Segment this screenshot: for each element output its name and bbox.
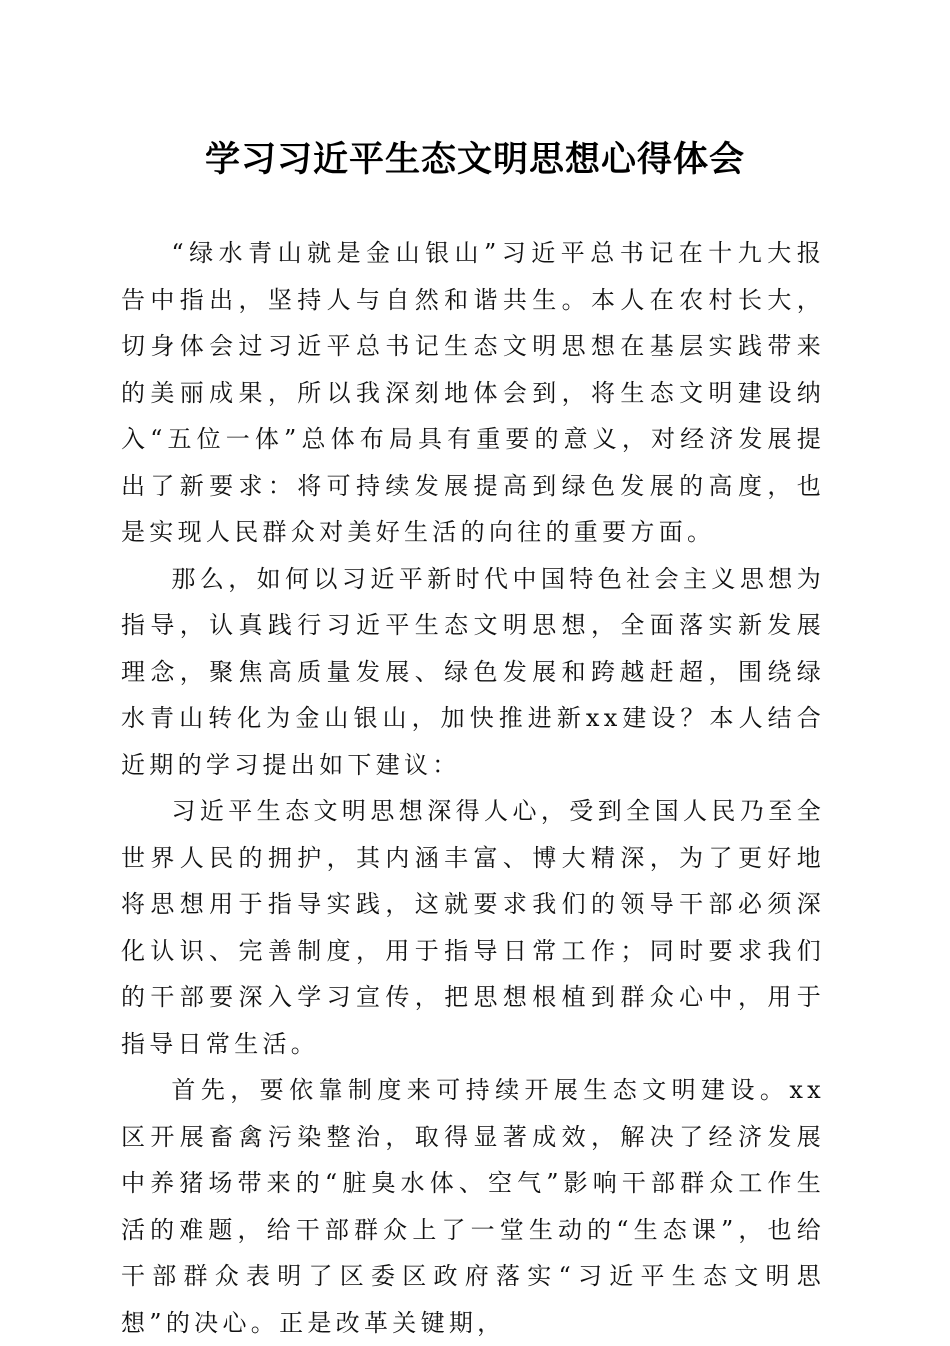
document-title: 学习习近平生态文明思想心得体会 xyxy=(204,139,745,180)
document-body xyxy=(121,230,825,1346)
paragraph-1: “绿水青山就是金山银山”习近平总书记在十九大报告中指出，坚持人与自然和谐共生。本人在农村长大，切身体会过习近平总书记生态文明思想在基层实践带来的美丽成果，所以我深刻地体会到，将生态文明建设纳入“五位一体”总体布局具有重要的意义，对经济发展提出了新要求：将可持续发展提高到绿色发展的高度，也是实现人民群众对美好生活的向往的重要方面。 xyxy=(121,239,825,546)
paragraph-2: 那么，如何以习近平新时代中国特色社会主义思想为指导，认真践行习近平生态文明思想，全面落实新发展理念，聚焦高质量发展、绿色发展和跨越赶超，围绕绿水青山转化为金山银山，加快推进新xx建设？本人结合近期的学习提出如下建议： xyxy=(121,564,825,779)
paragraph-4: 首先，要依靠制度来可持续开展生态文明建设。xx区开展畜禽污染整治，取得显著成效，解决了经济发展中养猪场带来的“脏臭水体、空气”影响干部群众工作生活的难题，给干部群众上了一堂生动的“生态课”，也给干部群众表明了区委区政府落实“习近平生态文明思想”的决心。正是改革关键期， xyxy=(121,1076,825,1337)
paragraph-3: 习近平生态文明思想深得人心，受到全国人民乃至全世界人民的拥护，其内涵丰富、博大精深，为了更好地将思想用于指导实践，这就要求我们的领导干部必须深化认识、完善制度，用于指导日常工作；同时要求我们的干部要深入学习宣传，把思想根植到群众心中，用于指导日常生活。 xyxy=(121,797,825,1058)
